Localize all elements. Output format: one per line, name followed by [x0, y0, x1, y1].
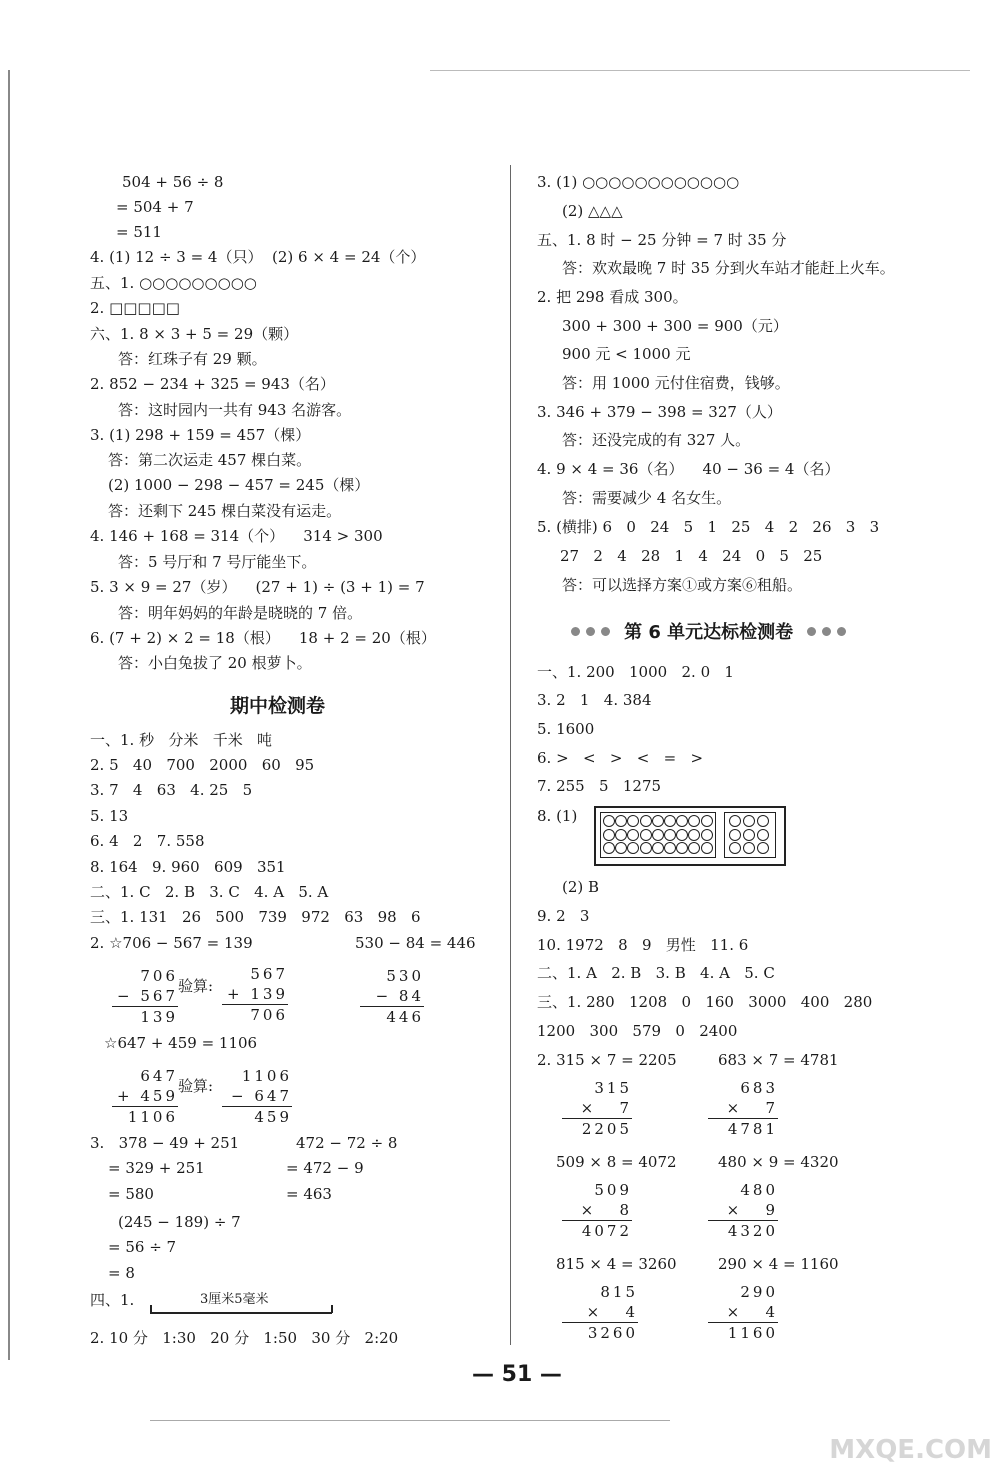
bead	[664, 815, 676, 827]
vertical-calc-3: 530 − 84 446	[360, 966, 424, 1027]
right-line-7: 900 元 < 1000 元	[562, 345, 691, 363]
bead	[627, 829, 639, 841]
watermark: MXQE.COM	[829, 1435, 992, 1465]
bead	[701, 815, 713, 827]
mid-line-3: 3. 7 4 63 4. 25 5	[90, 781, 253, 799]
left-line-7: 六、1. 8 × 3 + 5 = 29（颗）	[90, 325, 299, 343]
left-line-3: = 511	[116, 223, 162, 241]
left-line-16: 答：5 号厅和 7 号厅能坐下。	[118, 553, 317, 571]
right-line-11: 4. 9 × 4 = 36（名） 40 − 36 = 4（名）	[537, 460, 840, 478]
unit6-line-5: 7. 255 5 1275	[537, 777, 662, 795]
right-line-12: 答：需要减少 4 名女生。	[562, 489, 732, 507]
decor-dot	[807, 627, 816, 636]
vertical-calc-5: 1106 − 647 459	[222, 1066, 292, 1127]
bead	[603, 815, 615, 827]
left-line-2: = 504 + 7	[116, 198, 194, 216]
left-line-13: (2) 1000 − 298 − 457 = 245（棵）	[108, 476, 370, 494]
vertical-calc-1: 706 − 567 139	[112, 966, 178, 1027]
left-line-5: 五、1. ○○○○○○○○○	[90, 274, 257, 292]
right-line-10: 答：还没完成的有 327 人。	[562, 431, 751, 449]
mult-calc-3: 509 × 8 4072	[562, 1180, 632, 1241]
mult-calc-5: 815 × 4 3260	[562, 1282, 638, 1343]
left-line-4: 4. (1) 12 ÷ 3 = 4（只） (2) 6 × 4 = 24（个）	[90, 248, 426, 266]
bead	[640, 829, 652, 841]
segment-line	[150, 1312, 332, 1314]
mid-line-12a: = 329 + 251	[108, 1159, 205, 1177]
unit6-line-13a: 2. 315 × 7 = 2205	[537, 1051, 677, 1069]
mid-line-15: = 56 ÷ 7	[108, 1238, 177, 1256]
bead	[664, 842, 676, 854]
bead	[688, 829, 700, 841]
unit6-line-15a: 815 × 4 = 3260	[556, 1255, 677, 1273]
unit6-line-11: 三、1. 280 1208 0 160 3000 400 280	[537, 993, 873, 1011]
segment-tick-right	[331, 1305, 333, 1313]
mid-line-9a: 2. ☆706 − 567 = 139	[90, 934, 253, 952]
left-line-11: 3. (1) 298 + 159 = 457（棵）	[90, 426, 311, 444]
mid-line-10: ☆647 + 459 = 1106	[104, 1034, 258, 1052]
decor-dot	[837, 627, 846, 636]
bead	[640, 815, 652, 827]
mid-line-5: 6. 4 2 7. 558	[90, 832, 205, 850]
top-rule	[430, 70, 970, 71]
bead	[743, 842, 755, 854]
segment-label: 3厘米5毫米	[200, 1292, 269, 1307]
right-line-3: 五、1. 8 时 − 25 分钟 = 7 时 35 分	[537, 231, 787, 249]
bead	[640, 842, 652, 854]
bead	[603, 842, 615, 854]
mid-line-11a: 3. 378 − 49 + 251	[90, 1134, 240, 1152]
right-line-8: 答：用 1000 元付住宿费，钱够。	[562, 374, 790, 392]
unit6-line-15b: 290 × 4 = 1160	[718, 1255, 839, 1273]
left-line-17: 5. 3 × 9 = 27（岁） (27 + 1) ÷ (3 + 1) = 7	[90, 578, 425, 596]
bead	[757, 829, 769, 841]
mult-calc-6: 290 × 4 1160	[708, 1282, 778, 1343]
bead	[757, 815, 769, 827]
bottom-rule	[150, 1420, 670, 1421]
right-line-15: 答：可以选择方案①或方案⑥租船。	[562, 576, 803, 594]
unit6-line-7: (2) B	[562, 878, 600, 896]
bead	[701, 829, 713, 841]
unit6-line-2: 3. 2 1 4. 384	[537, 691, 652, 709]
right-line-5: 2. 把 298 看成 300。	[537, 288, 688, 306]
bead	[743, 829, 755, 841]
left-line-9: 2. 852 − 234 + 325 = 943（名）	[90, 375, 335, 393]
right-line-4: 答：欢欢最晚 7 时 35 分到火车站才能赶上火车。	[562, 259, 895, 277]
unit6-heading: 第 6 单元达标检测卷	[624, 622, 794, 643]
unit6-line-3: 5. 1600	[537, 720, 595, 738]
mult-calc-4: 480 × 9 4320	[708, 1180, 778, 1241]
unit6-line-14b: 480 × 9 = 4320	[718, 1153, 839, 1171]
mid-line-8: 三、1. 131 26 500 739 972 63 98 6	[90, 908, 421, 926]
mid-line-7: 二、1. C 2. B 3. C 4. A 5. A	[90, 883, 329, 901]
left-line-8: 答：红珠子有 29 颗。	[118, 350, 267, 368]
bead	[652, 842, 664, 854]
page-number: — 51 —	[472, 1362, 562, 1387]
left-line-20: 答：小白兔拔了 20 根萝卜。	[118, 654, 312, 672]
mid-line-13b: = 463	[286, 1185, 332, 1203]
verify-label-2: 验算:	[178, 1077, 214, 1095]
vertical-calc-2: 567 + 139 706	[222, 964, 288, 1025]
decor-dot	[571, 627, 580, 636]
bead	[743, 815, 755, 827]
right-line-14: 27 2 4 28 1 4 24 0 5 25	[560, 547, 823, 565]
mid-line-14: (245 − 189) ÷ 7	[118, 1213, 241, 1231]
mid-line-4: 5. 13	[90, 807, 129, 825]
right-line-2: (2) △△△	[562, 202, 623, 220]
left-line-15: 4. 146 + 168 = 314（个） 314 > 300	[90, 527, 383, 545]
left-line-19: 6. (7 + 2) × 2 = 18（根） 18 + 2 = 20（根）	[90, 629, 436, 647]
unit6-line-6: 8. (1)	[537, 807, 578, 825]
mid-line-9b: 530 − 84 = 446	[355, 934, 476, 952]
right-line-13: 5. (横排) 6 0 24 5 1 25 4 2 26 3 3	[537, 518, 880, 536]
verify-label-1: 验算:	[178, 977, 214, 995]
mid-line-13a: = 580	[108, 1185, 154, 1203]
column-divider	[510, 165, 511, 1345]
mult-calc-2: 683 × 7 4781	[708, 1078, 778, 1139]
unit6-line-4: 6. > < > < = >	[537, 749, 704, 767]
mid-line-16: = 8	[108, 1264, 135, 1282]
right-line-9: 3. 346 + 379 − 398 = 327（人）	[537, 403, 782, 421]
mult-calc-1: 315 × 7 2205	[562, 1078, 632, 1139]
bead	[664, 829, 676, 841]
unit6-line-1: 一、1. 200 1000 2. 0 1	[537, 663, 734, 681]
left-line-12: 答：第二次运走 457 棵白菜。	[108, 451, 312, 469]
bead	[652, 815, 664, 827]
bead	[757, 842, 769, 854]
mid-line-12b: = 472 − 9	[286, 1159, 364, 1177]
decor-dot	[601, 627, 610, 636]
decor-dot	[822, 627, 831, 636]
midterm-heading: 期中检测卷	[230, 695, 326, 717]
mid-line-1: 一、1. 秒 分米 千米 吨	[90, 731, 272, 749]
mid-line-6: 8. 164 9. 960 609 351	[90, 858, 286, 876]
unit6-line-9: 10. 1972 8 9 男性 11. 6	[537, 936, 749, 954]
unit6-line-8: 9. 2 3	[537, 907, 590, 925]
left-margin-rule	[8, 70, 10, 1360]
bead	[729, 815, 741, 827]
left-line-1: 504 + 56 ÷ 8	[122, 173, 224, 191]
unit6-line-12: 1200 300 579 0 2400	[537, 1022, 738, 1040]
left-line-18: 答：明年妈妈的年龄是晓晓的 7 倍。	[118, 604, 363, 622]
mid-line-2: 2. 5 40 700 2000 60 95	[90, 756, 315, 774]
bead	[652, 829, 664, 841]
bead	[729, 829, 741, 841]
bead	[603, 829, 615, 841]
right-line-1: 3. (1) ○○○○○○○○○○○○	[537, 173, 740, 191]
bead	[615, 829, 627, 841]
right-line-6: 300 + 300 + 300 = 900（元）	[562, 317, 788, 335]
mid-line-18: 2. 10 分 1:30 20 分 1:50 30 分 2:20	[90, 1329, 399, 1347]
mid-line-17: 四、1.	[90, 1291, 135, 1309]
decor-dot	[586, 627, 595, 636]
left-line-10: 答：这时园内一共有 943 名游客。	[118, 401, 352, 419]
mid-line-11b: 472 − 72 ÷ 8	[296, 1134, 398, 1152]
unit6-line-13b: 683 × 7 = 4781	[718, 1051, 839, 1069]
unit6-line-14a: 509 × 8 = 4072	[556, 1153, 677, 1171]
left-line-6: 2. □□□□□	[90, 299, 180, 317]
bead	[729, 842, 741, 854]
segment-tick-left	[150, 1305, 152, 1313]
bead	[701, 842, 713, 854]
unit6-line-10: 二、1. A 2. B 3. B 4. A 5. C	[537, 964, 775, 982]
bead	[676, 829, 688, 841]
vertical-calc-4: 647 + 459 1106	[112, 1066, 178, 1127]
unit6-heading-row	[568, 618, 898, 644]
left-line-14: 答：还剩下 245 棵白菜没有运走。	[108, 502, 342, 520]
